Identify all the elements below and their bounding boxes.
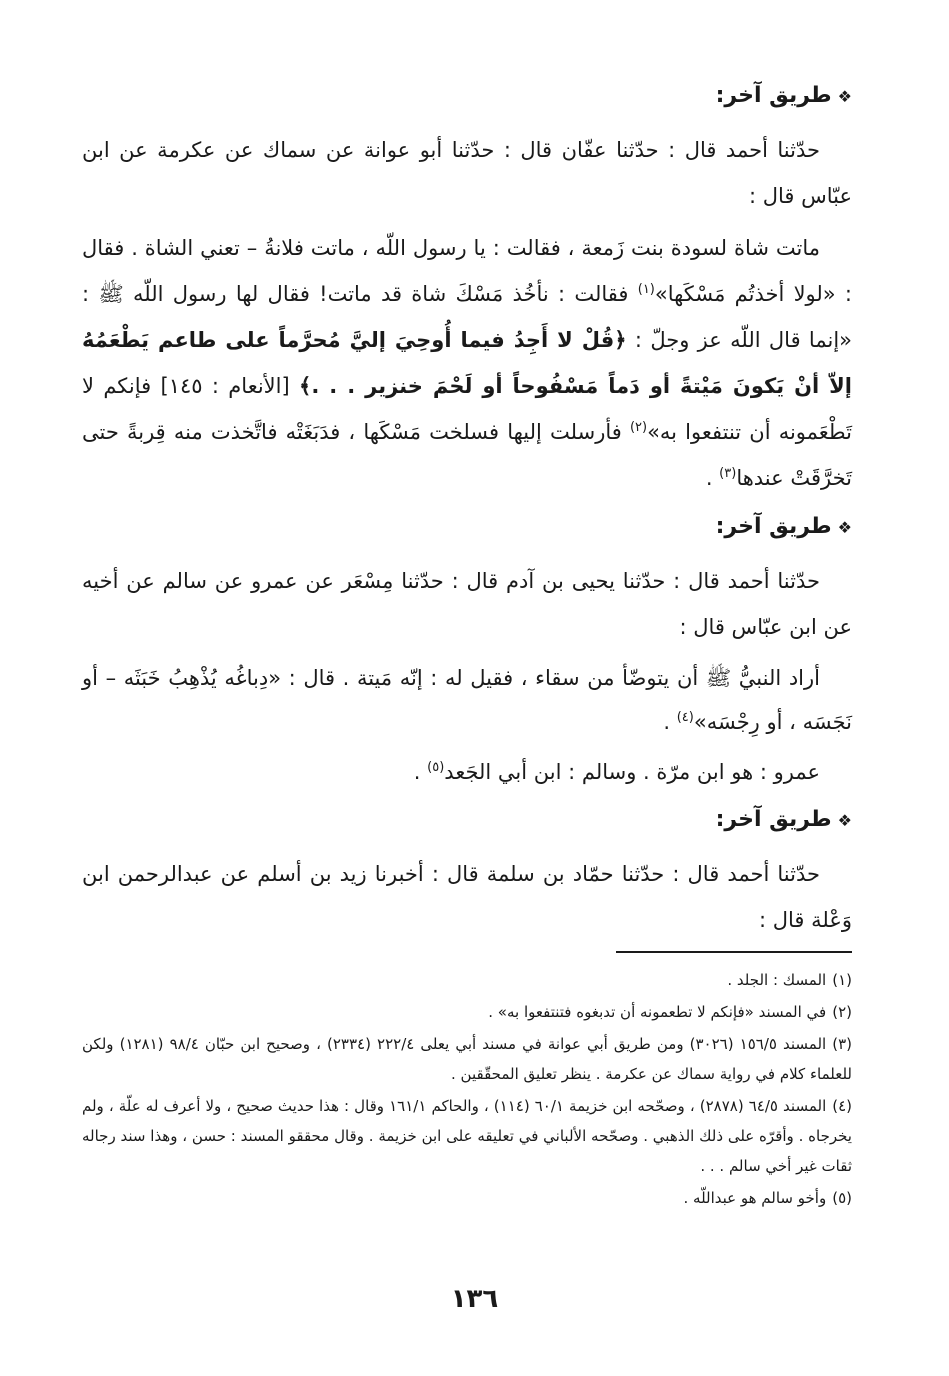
paragraph: حدّثنا أحمد قال : حدّثنا حمّاد بن سلمة قال : أخبرنا زيد بن أسلم عن عبدالرحمن ابن وَعْلة قال : — [82, 862, 852, 932]
paragraph: حدّثنا أحمد قال : حدّثنا يحيى بن آدم قال : حدّثنا مِسْعَر عن عمرو عن سالم عن أخيه عن ابن عبّاس قال : — [82, 569, 852, 639]
paragraph: أراد النبيُّ ﷺ أن يتوضّأ من سقاء ، فقيل له : إنّه مَيتة . قال : «دِباغُه يُذْهِبُ خَبَثَه – أو نَجَسَه ، أو رِجْسَه»$^{(٤)}$ . — [82, 666, 852, 734]
footnote-ref[interactable]: (١) — [637, 282, 655, 297]
footnote: (١)المسك : الجلد . — [727, 971, 852, 989]
footnote-ref[interactable]: (٣) — [719, 466, 737, 481]
section-heading: ❖طريق آخر: — [715, 514, 852, 539]
paragraph: ماتت شاة لسودة بنت زَمعة ، فقالت : يا رسول اللّه ، ماتت فلانةُ – تعني الشاة . فقال : «لولا أخذتُم مَسْكَها»$^{(١)}$ فقالت : نأخُذ مَسْكَ شاة قد ماتت! فقال لها رسول اللّه ﷺ : «إنما قال اللّه عز وجلّ : ﴿قُلْ لا أَجِدُ فيما أُوحِيَ إليَّ مُحرَّماً على طاعم يَطْعَمُهُ إلاّ أنْ يَكونَ مَيْتةً أو دَماً مَسْفُوحاً أو لَحْمَ خنزير . . .﴾ [الأنعام : ١٤٥] فإنكم لا تَطْعَمونه أن تنتفعوا به»$^{(٢)}$ فأرسلت إليها فسلخت مَسْكَها ، فدَبَغَتْه فاتَّخذت منه قِربةً حتى تَخرَّقَتْ عندها$^{(٣)}$ . — [82, 236, 853, 490]
footnote-ref[interactable]: (٢) — [629, 420, 648, 435]
footnote: (٢)في المسند «فإنكم لا تطعمونه أن تدبغوه فتنتفعوا به» . — [488, 1003, 852, 1021]
footnote: (٤)المسند ٦٤/٥ (٢٨٧٨) ، وصحّحه ابن خزيمة ٦٠/١ (١١٤) ، والحاكم ١٦١/١ وقال : هذا حديث صحيح ، ولا أعرف له علّة ، ولم يخرجاه . وأقرّه على ذلك الذهبي . وصحّحه الألباني في تعليقه على ابن خزيمة . وقال محققو المسند : حسن ، وهذا سند رجاله ثقات غير أخي سالم . . . — [82, 1097, 853, 1175]
footnote: (٣)المسند ١٥٦/٥ (٣٠٢٦) ومن طريق أبي عوانة في مسند أبي يعلى ٢٢٢/٤ (٢٣٣٤) ، وصحيح ابن حبّان ٩٨/٤ (١٢٨١) ولكن للعلماء كلام في رواية سماك عن عكرمة . ينظر تعليق المحقّقين . — [82, 1035, 852, 1083]
footnotes — [82, 965, 852, 1213]
diamond-icon: ❖ — [837, 811, 852, 830]
document-page — [82, 70, 852, 1215]
quran-verse: ﴿قُلْ لا أَجِدُ فيما أُوحِيَ إليَّ مُحرَّماً على طاعم يَطْعَمُهُ إلاّ أنْ يَكونَ مَيْتةً أو دَماً مَسْفُوحاً أو لَحْمَ خنزير . . .﴾ — [82, 328, 852, 398]
footnote: (٥)وأخو سالم هو عبداللّه . — [683, 1189, 852, 1207]
paragraph: حدّثنا أحمد قال : حدّثنا عفّان قال : حدّثنا أبو عوانة عن سماك عن عكرمة عن ابن عبّاس قال : — [82, 138, 852, 208]
section-heading: ❖طريق آخر: — [715, 807, 852, 832]
footnote-ref[interactable]: (٥) — [427, 760, 445, 775]
paragraph: عمرو : هو ابن مرّة . وسالم : ابن أبي الجَعد$^{(٥)}$ . — [413, 760, 820, 784]
footnote-divider — [616, 951, 852, 953]
footnote-ref[interactable]: (٤) — [676, 710, 694, 725]
diamond-icon: ❖ — [837, 87, 852, 106]
page-number: ١٣٦ — [450, 1284, 499, 1314]
section-heading: ❖طريق آخر: — [715, 83, 852, 108]
diamond-icon: ❖ — [837, 518, 852, 537]
